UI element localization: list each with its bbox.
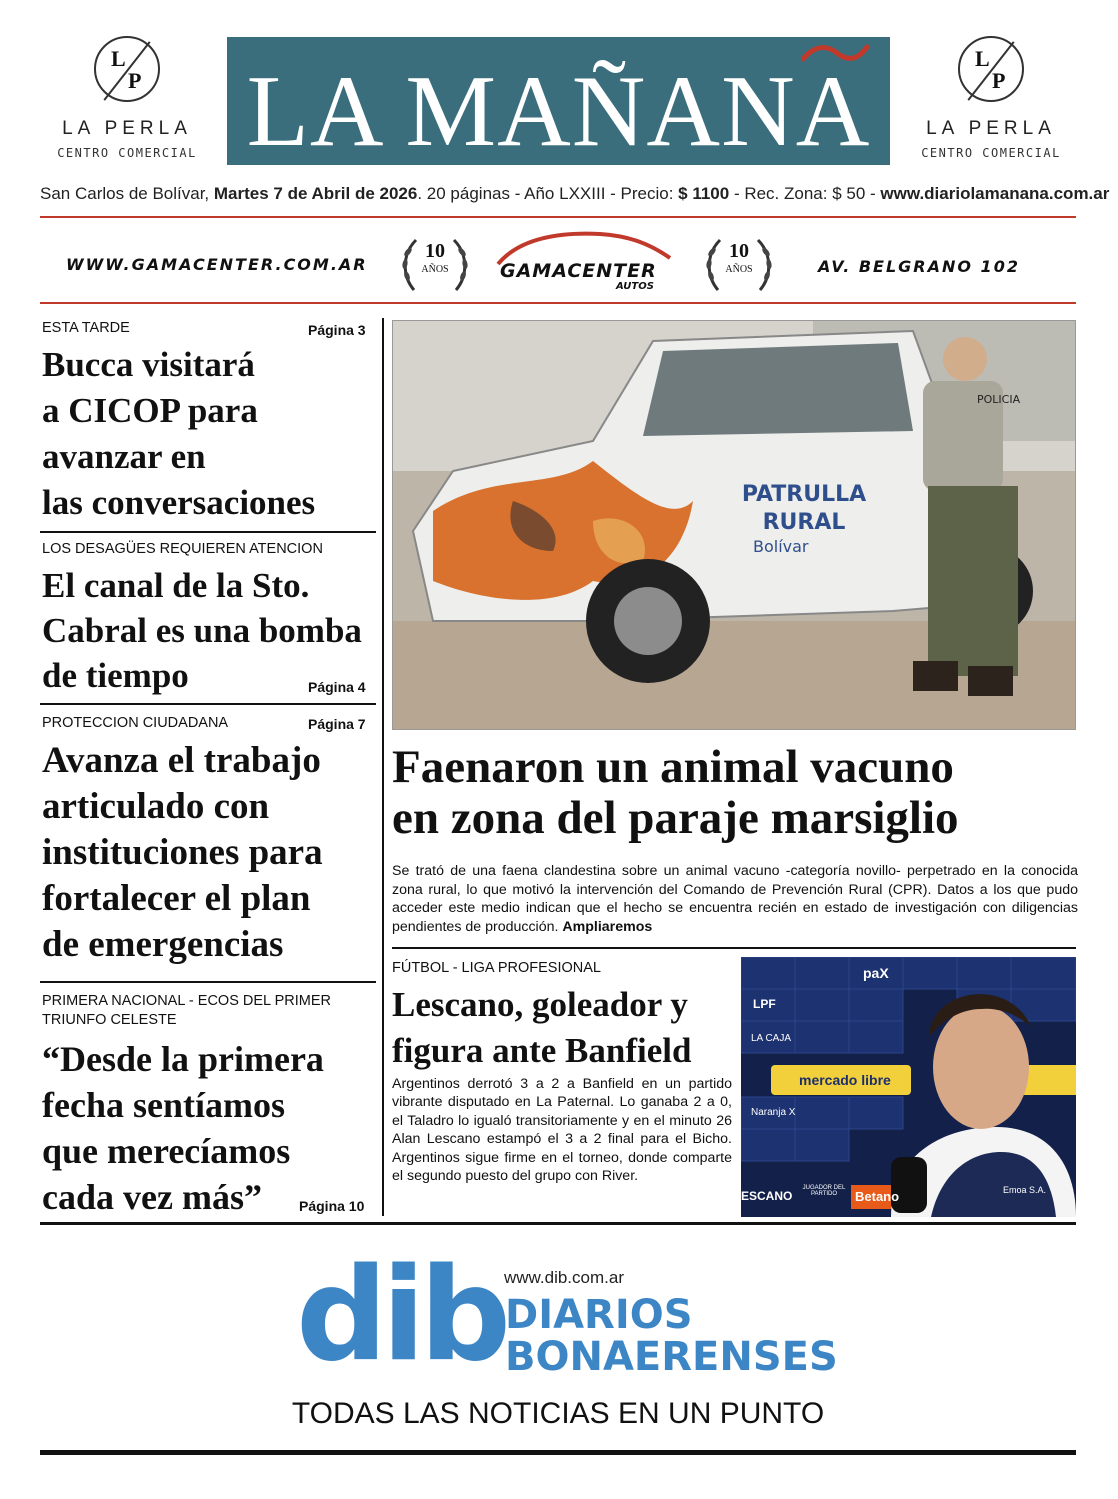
divider bbox=[40, 703, 376, 705]
divider bbox=[40, 1450, 1076, 1455]
story-kicker: ESTA TARDE bbox=[42, 320, 130, 336]
dateline: San Carlos de Bolívar, Martes 7 de Abril de 2026. 20 páginas - Año LXXIII - Precio: $ 1100 - Rec. Zona: $ 50 - www.diariolamanana.com.ar bbox=[40, 184, 1110, 203]
story-kicker: PROTECCION CIUDADANA bbox=[42, 715, 229, 731]
la-perla-logo: L P bbox=[958, 36, 1024, 102]
divider bbox=[40, 1222, 1076, 1225]
sport-story-body: Argentinos derrotó 3 a 2 a Banfield en un partido vibrante disputado en La Paternal. Lo ganaba 2 a 0, el Taladro lo igualó transitoriamente y en el minuto 26 Alan Lescano estampó el 3 a 2 final para el Bicho. Argentinos sigue firme en el torneo, donde comparte el segundo puesto del grupo con River. bbox=[392, 1076, 732, 1185]
gama-url: WWW.GAMACENTER.COM.AR bbox=[66, 255, 368, 274]
sponsor-subtitle: CENTRO COMERCIAL bbox=[921, 146, 1061, 160]
page-reference[interactable]: Página 4 bbox=[308, 679, 366, 695]
anniversary-badge-right: 10 AÑOS bbox=[704, 230, 774, 300]
story-kicker: LOS DESAGÜES REQUIEREN ATENCION bbox=[42, 541, 323, 557]
story-headline[interactable]: Bucca visitará a CICOP para avanzar en las conversaciones bbox=[42, 345, 316, 522]
dib-url: www.dib.com.ar bbox=[504, 1268, 624, 1287]
sponsor-name: LA PERLA bbox=[926, 118, 1056, 139]
sponsor-la-perla-right[interactable] bbox=[896, 36, 1086, 176]
page-reference[interactable]: Página 3 bbox=[308, 322, 366, 338]
dib-logo: dib bbox=[296, 1241, 506, 1390]
main-story-photo[interactable]: PATRULLA RURAL Bolívar POLICIA bbox=[392, 320, 1076, 730]
gamacenter-logo: GAMACENTER AUTOS bbox=[490, 228, 680, 298]
page-reference[interactable]: Página 10 bbox=[299, 1198, 365, 1214]
divider bbox=[40, 531, 376, 533]
sponsor-subtitle: CENTRO COMERCIAL bbox=[57, 146, 197, 160]
website-link[interactable]: www.diariolamanana.com.ar bbox=[880, 184, 1110, 203]
column-divider bbox=[382, 318, 384, 1216]
read-more-link[interactable]: Ampliaremos bbox=[562, 919, 653, 936]
red-rule bbox=[40, 302, 1076, 304]
la-perla-logo: L P bbox=[94, 36, 160, 102]
main-story-body: Se trató de una faena clandestina sobre un animal vacuno -categoría novillo- perpetrado en la conocida zona rural, lo que motivó la intervención del Comando de Prevención Rural (CPR). Datos a los que pudo acceder este medio indican que el hecho se encuentra recién en estado de investigación con diligencias pendientes de producción. Ampliaremos bbox=[392, 863, 1078, 936]
sport-story-photo[interactable]: mercado libre Betano paX LPF LA CAJA Naranja X ESCANO JUGADOR DEL PARTIDO Emoa S.A. bbox=[741, 957, 1076, 1217]
red-rule bbox=[40, 216, 1076, 218]
newspaper-title: LA MAÑANA bbox=[246, 55, 871, 168]
main-headline[interactable]: Faenaron un animal vacuno en zona del paraje marsiglio bbox=[392, 741, 959, 844]
anniversary-badge-left: 10 AÑOS bbox=[400, 230, 470, 300]
story-kicker: PRIMERA NACIONAL - ECOS DEL PRIMER TRIUNFO CELESTE bbox=[42, 993, 331, 1028]
page-reference[interactable]: Página 7 bbox=[308, 716, 366, 732]
dib-name: DIARIOS BONAERENSES bbox=[505, 1292, 838, 1380]
gama-address: AV. BELGRANO 102 bbox=[818, 257, 1020, 276]
sponsor-name: LA PERLA bbox=[62, 118, 192, 139]
divider bbox=[392, 947, 1076, 949]
story-headline[interactable]: El canal de la Sto. Cabral es una bomba de tiempo bbox=[42, 566, 362, 695]
sport-headline[interactable]: Lescano, goleador y figura ante Banfield bbox=[392, 985, 692, 1070]
story-headline[interactable]: “Desde la primera fecha sentíamos que merecíamos cada vez más” bbox=[42, 1039, 324, 1217]
divider bbox=[40, 981, 376, 983]
story-kicker: FÚTBOL - LIGA PROFESIONAL bbox=[392, 960, 601, 976]
story-headline[interactable]: Avanza el trabajo articulado con instituciones para fortalecer el plan de emergencias bbox=[42, 740, 323, 965]
dib-tagline: TODAS LAS NOTICIAS EN UN PUNTO bbox=[291, 1397, 825, 1430]
masthead-title-box bbox=[227, 37, 890, 168]
sponsor-la-perla-left[interactable] bbox=[32, 36, 222, 176]
